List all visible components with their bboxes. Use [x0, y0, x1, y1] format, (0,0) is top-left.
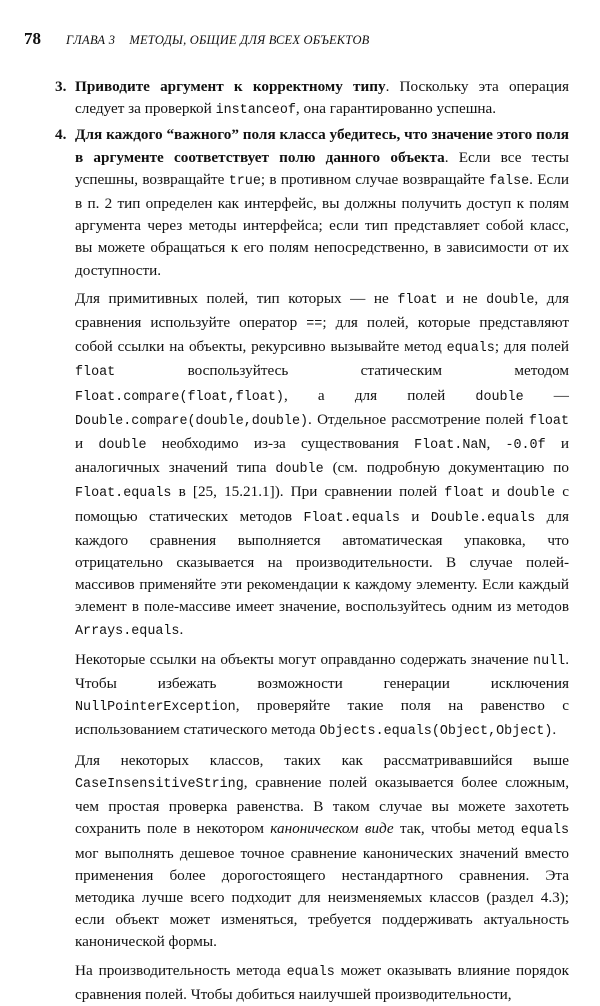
- list-number: 4.: [55, 126, 67, 144]
- list-item-3: 3. Приводите аргумент к корректному типу. Поскольку эта операция следует за проверкой instanceof, она гарантированно успешна.: [55, 78, 569, 119]
- item-heading: Для каждого “важного” поля класса убедитесь, что значение этого поля в аргументе соответствует полю данного объекта: [75, 126, 569, 166]
- page-body: [55, 76, 569, 1006]
- paragraph-primitive-fields: Для примитивных полей, тип которых — не float и не double, для сравнения используйте оператор ==; для полей, которые представляют собой ссылки на объекты, рекурсивно вызывайте метод equals; для полей float воспользуйтесь статическим методом Float.compare(float,float), а для полей double — Double.compare(double,double). Отдельное рассмотрение полей float и double необходимо из-за существования Float.NaN, -0.0f и аналогичных значений типа double (см. подробную документацию по Float.equals в [25, 15.21.1]). При сравнении полей float и double с помощью статических методов Float.equals и Double.equals для каждого сравнения выполняется автоматическая упаковка, что отрицательно сказывается на производительности. В случае полей-массивов применяйте эти рекомендации к каждому элементу. Если каждый элемент в поле-массиве имеет значение, воспользуйтесь одним из методов Arrays.equals.: [75, 289, 570, 639]
- chapter-label: ГЛАВА 3: [66, 33, 116, 47]
- list-number: 3.: [55, 78, 67, 95]
- page-number: 78: [24, 29, 41, 48]
- paragraph-null-references: Некоторые ссылки на объекты могут оправданно содержать значение null. Чтобы избежать возможности генерации исключения NullPointerException, проверяйте такие поля на равенство с использованием статического метода Objects.equals(Object,Object).: [75, 650, 569, 740]
- chapter-title: МЕТОДЫ, ОБЩИЕ ДЛЯ ВСЕХ ОБЪЕКТОВ: [129, 33, 370, 47]
- list-item-4: 4. Для каждого “важного” поля класса убедитесь, что значение этого поля в аргументе соответствует полю данного объекта. Если все тесты успешны, возвращайте true; в противном случае возвращайте false. Если в п. 2 тип определен как интерфейс, вы должны получить доступ к полям аргумента через методы интерфейса; если тип представляет собой класс, вы можете обращаться к его полям непосредственно, в зависимости от их доступности.: [55, 126, 569, 279]
- running-header: [24, 30, 576, 49]
- item-heading: Приводите аргумент к корректному типу: [75, 78, 386, 95]
- paragraph-canonical-form: Для некоторых классов, таких как рассматривавшийся выше CaseInsensitiveString, сравнение полей оказывается более сложным, чем простая проверка равенства. В таком случае вы можете захотеть сохранить поле в некотором каноническом виде так, чтобы метод equals мог выполнять дешевое точное сравнение канонических значений вместо применения более дорогостоящего нестандартного сравнения. Эта методика лучше всего подходит для неизменяемых классов (раздел 4.3); если объект может изменяться, требуется поддерживать актуальность канонической формы.: [75, 751, 570, 951]
- paragraph-field-order: На производительность метода equals может оказывать влияние порядок сравнения полей. Чтобы добиться наилучшей производительности,: [75, 961, 569, 1003]
